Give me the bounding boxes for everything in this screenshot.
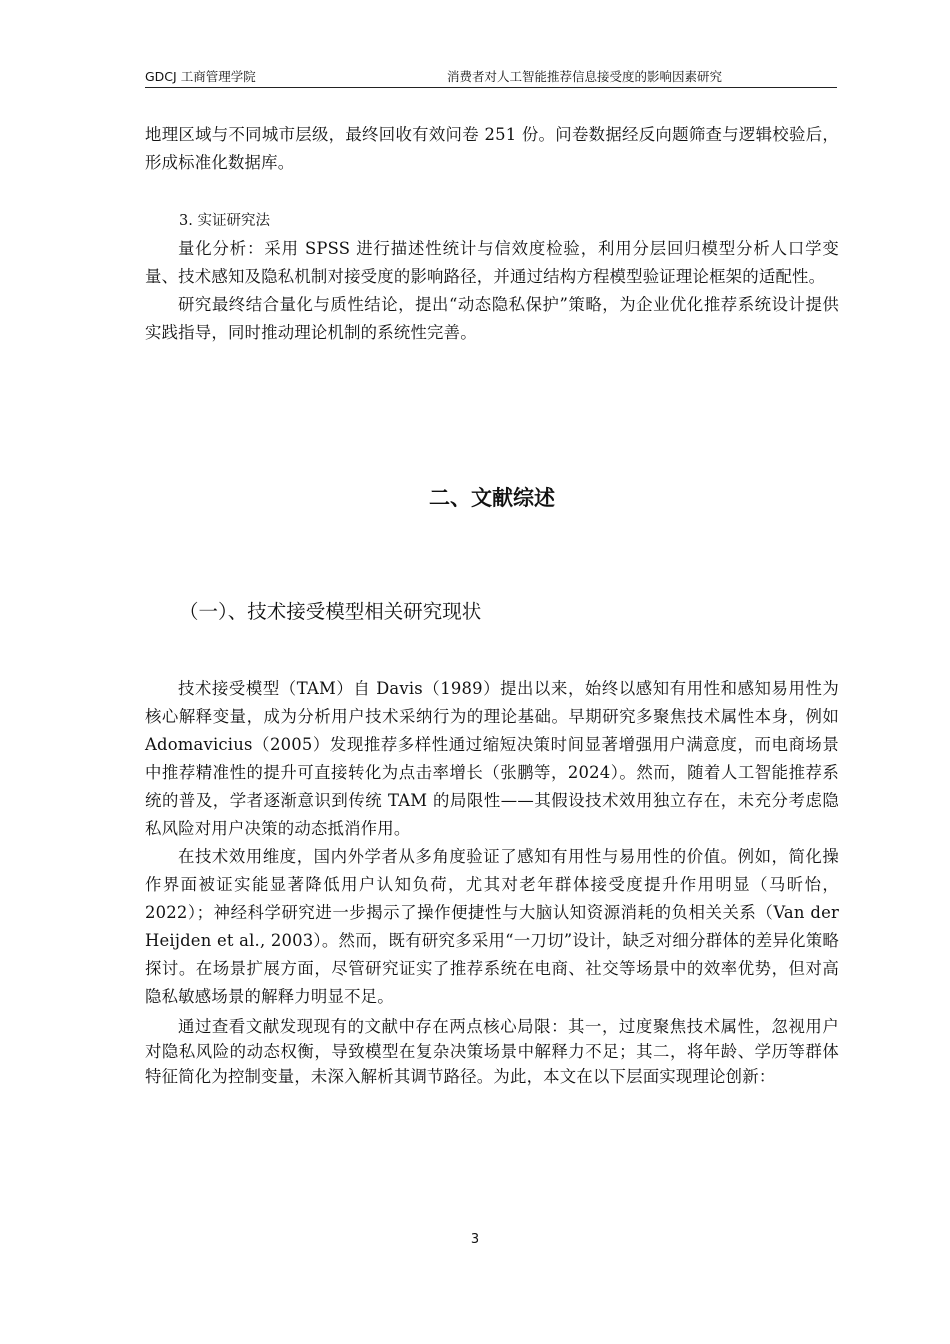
paragraph-survey: 地理区域与不同城市层级，最终回收有效问卷 251 份。问卷数据经反向题筛查与逻辑校验后，形成标准化数据库。 <box>145 125 839 172</box>
running-header <box>145 66 837 88</box>
header-school: GDCJ 工商管理学院 <box>145 69 256 84</box>
paragraph-conclusion: 研究最终结合量化与质性结论，提出“动态隐私保护”策略，为企业优化推荐系统设计提供实践指导，同时推动理论机制的系统性完善。 <box>145 295 839 342</box>
review-block <box>145 675 839 1089</box>
subsection-title: （一）、技术接受模型相关研究现状 <box>179 600 482 623</box>
paragraph-quant: 量化分析：采用 SPSS 进行描述性统计与信效度检验，利用分层回归模型分析人口学变量、技术感知及隐私机制对接受度的影响路径，并通过结构方程模型验证理论框架的适配性。 <box>145 239 839 286</box>
header-thesis-title: 消费者对人工智能推荐信息接受度的影响因素研究 <box>447 69 723 84</box>
item-3-heading: 3. 实证研究法 <box>179 213 270 229</box>
paragraph-limitations: 通过查看文献发现现有的文献中存在两点核心局限：其一，过度聚焦技术属性，忽视用户对隐私风险的动态权衡，导致模型在复杂决策场景中解释力不足；其二，将年龄、学历等群体特征简化为控制变量，未深入解析其调节路径。为此，本文在以下层面实现理论创新： <box>145 1017 839 1086</box>
paragraph-utility: 在技术效用维度，国内外学者从多角度验证了感知有用性与易用性的价值。例如，简化操作界面被证实能显著降低用户认知负荷，尤其对老年群体接受度提升作用明显（马昕怡，2022）；神经科学研究进一步揭示了操作便捷性与大脑认知资源消耗的负相关关系（Van der Heijden et al., 2003）。然而，既有研究多采用“一刀切”设计，缺乏对细分群体的差异化策略探讨。在场景扩展方面，尽管研究证实了推荐系统在电商、社交等场景中的效率优势，但对高隐私敏感场景的解释力明显不足。 <box>145 847 839 1006</box>
page-number: 3 <box>470 1232 480 1247</box>
section-title: 二、文献综述 <box>429 486 555 510</box>
paragraph-tam: 技术接受模型（TAM）自 Davis（1989）提出以来，始终以感知有用性和感知易用性为核心解释变量，成为分析用户技术采纳行为的理论基础。早期研究多聚焦技术属性本身，例如 Adomavicius（2005）发现推荐多样性通过缩短决策时间显著增强用户满意度，而电商场景中推荐精准性的提升可直接转化为点击率增长（张鹏等，2024）。然而，随着人工智能推荐系统的普及，学者逐渐意识到传统 TAM 的局限性——其假设技术效用独立存在，未充分考虑隐私风险对用户决策的动态抵消作用。 <box>145 679 839 838</box>
intro-block <box>145 121 839 347</box>
